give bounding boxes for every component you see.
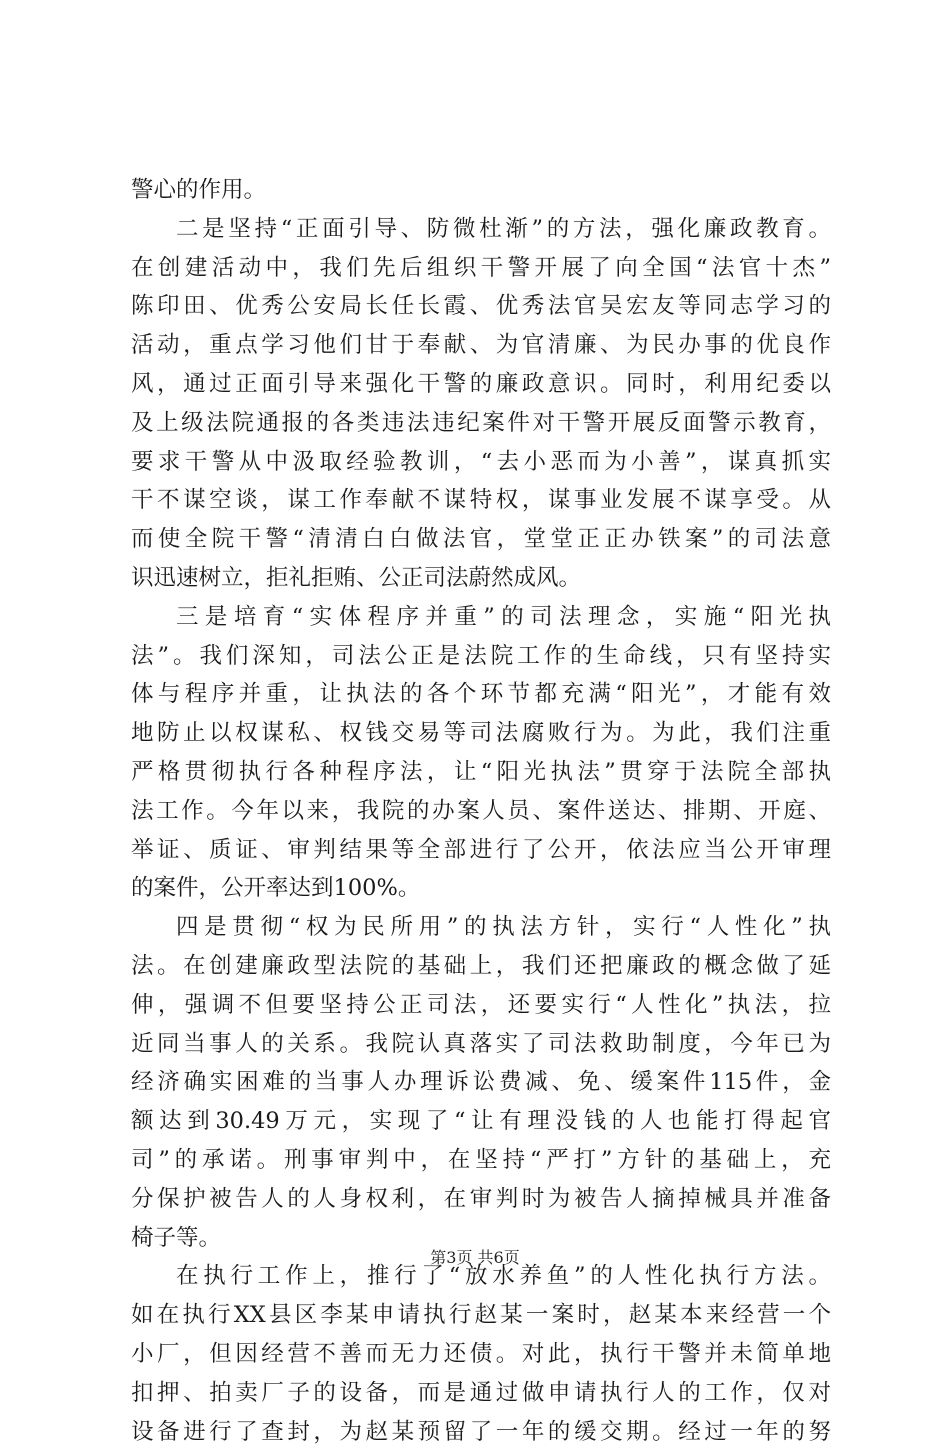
text-line: 椅子等。 [131, 1219, 831, 1258]
text-line: 法工作。今年以来，我院的办案人员、案件送达、排期、开庭、 [131, 792, 831, 831]
text-line: 地防止以权谋私、权钱交易等司法腐败行为。为此，我们注重 [131, 714, 831, 753]
text-line: 在执行工作上，推行了“放水养鱼”的人性化执行方法。 [131, 1257, 831, 1296]
text-line: 分保护被告人的人身权利，在审判时为被告人摘掉械具并准备 [131, 1180, 831, 1219]
text-line: 举证、质证、审判结果等全部进行了公开，依法应当公开审理 [131, 831, 831, 870]
text-line: 扣押、拍卖厂子的设备，而是通过做申请执行人的工作，仅对 [131, 1374, 831, 1413]
text-line: 风，通过正面引导来强化干警的廉政意识。同时，利用纪委以 [131, 365, 831, 404]
text-line: 如在执行XX县区李某申请执行赵某一案时，赵某本来经营一个 [131, 1296, 831, 1335]
text-line: 而使全院干警“清清白白做法官，堂堂正正办铁案”的司法意 [131, 520, 831, 559]
text-line: 司”的承诺。刑事审判中，在坚持“严打”方针的基础上，充 [131, 1141, 831, 1180]
text-line: 及上级法院通报的各类违法违纪案件对干警开展反面警示教育， [131, 404, 831, 443]
text-line: 活动，重点学习他们甘于奉献、为官清廉、为民办事的优良作 [131, 326, 831, 365]
text-line: 干不谋空谈，谋工作奉献不谋特权，谋事业发展不谋享受。从 [131, 481, 831, 520]
page-footer: 第3页 共6页 [0, 1245, 950, 1268]
text-line: 法。在创建廉政型法院的基础上，我们还把廉政的概念做了延 [131, 947, 831, 986]
text-line: 额达到30.49万元，实现了“让有理没钱的人也能打得起官 [131, 1102, 831, 1141]
text-line: 的案件，公开率达到100%。 [131, 869, 831, 908]
text-line: 小厂，但因经营不善而无力还债。对此，执行干警并未简单地 [131, 1335, 831, 1374]
text-line: 严格贯彻执行各种程序法，让“阳光执法”贯穿于法院全部执 [131, 753, 831, 792]
text-line: 法”。我们深知，司法公正是法院工作的生命线，只有坚持实 [131, 637, 831, 676]
text-line: 在创建活动中，我们先后组织干警开展了向全国“法官十杰” [131, 249, 831, 288]
text-line: 陈印田、优秀公安局长任长霞、优秀法官吴宏友等同志学习的 [131, 287, 831, 326]
text-line: 四是贯彻“权为民所用”的执法方针，实行“人性化”执 [131, 908, 831, 947]
text-line: 二是坚持“正面引导、防微杜渐”的方法，强化廉政教育。 [131, 210, 831, 249]
text-line: 伸，强调不但要坚持公正司法，还要实行“人性化”执法，拉 [131, 986, 831, 1025]
text-line: 警心的作用。 [131, 171, 831, 210]
text-line: 设备进行了查封，为赵某预留了一年的缓交期。经过一年的努 [131, 1413, 831, 1451]
text-line: 三是培育“实体程序并重”的司法理念，实施“阳光执 [131, 598, 831, 637]
text-line: 体与程序并重，让执法的各个环节都充满“阳光”，才能有效 [131, 675, 831, 714]
text-line: 要求干警从中汲取经验教训，“去小恶而为小善”，谋真抓实 [131, 443, 831, 482]
text-line: 经济确实困难的当事人办理诉讼费减、免、缓案件115件，金 [131, 1063, 831, 1102]
text-line: 识迅速树立，拒礼拒贿、公正司法蔚然成风。 [131, 559, 831, 598]
text-line: 近同当事人的关系。我院认真落实了司法救助制度，今年已为 [131, 1025, 831, 1064]
